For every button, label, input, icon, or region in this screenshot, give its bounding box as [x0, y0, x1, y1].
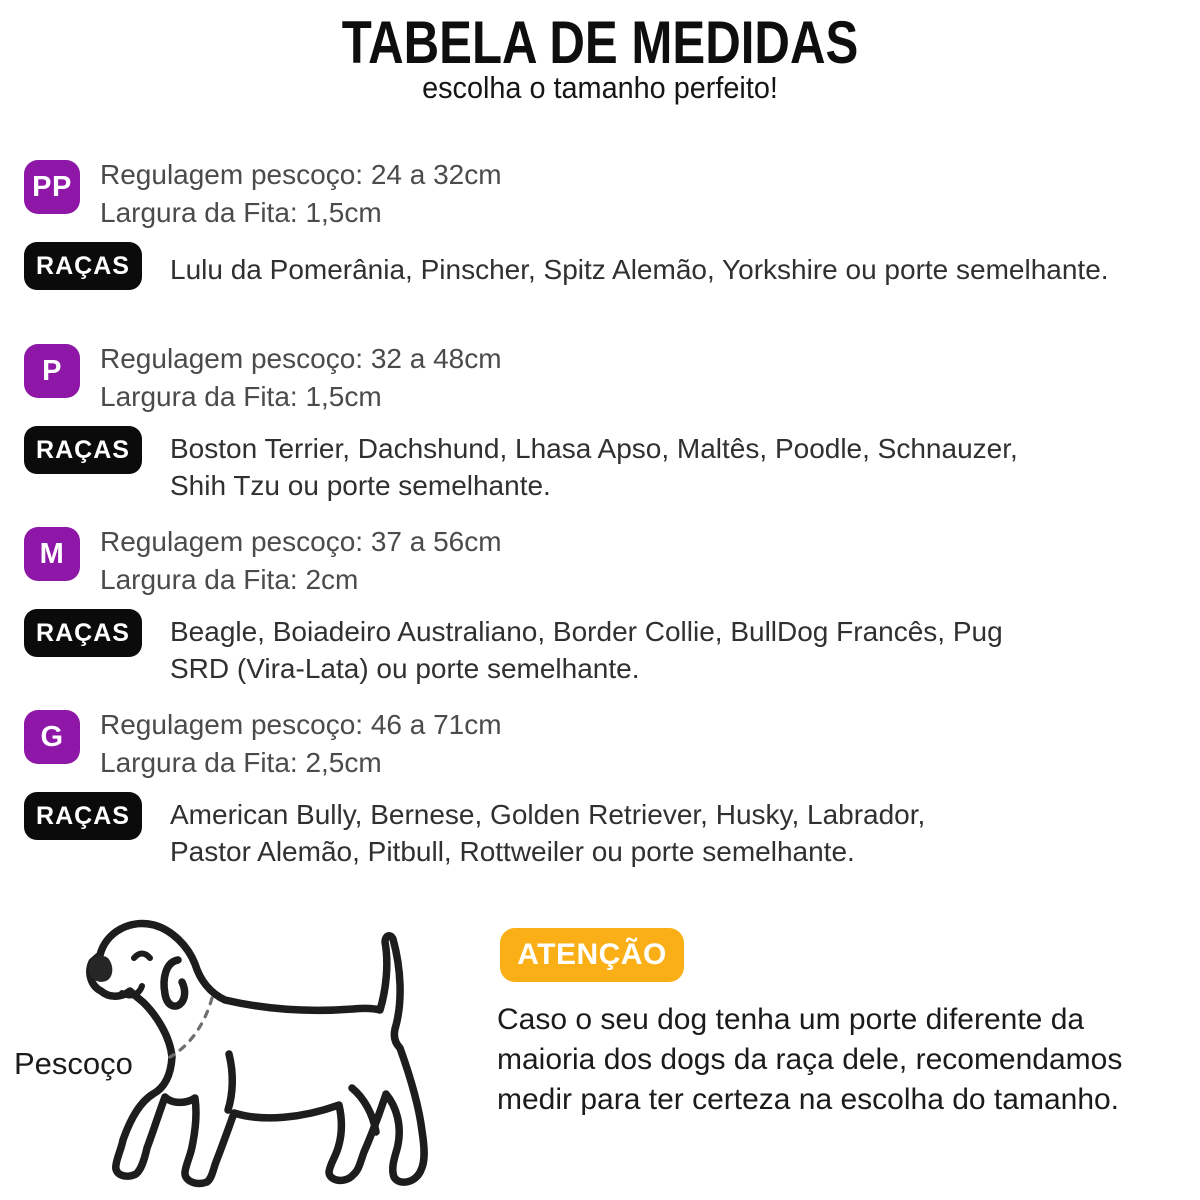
attention-badge: ATENÇÃO: [500, 928, 684, 982]
attention-note-line: medir para ter certeza na escolha do tamanho.: [497, 1083, 1120, 1116]
size-badge-g: G: [24, 710, 80, 764]
size-section-pp: [24, 160, 1184, 330]
breeds-list-line: SRD (Vira-Lata) ou porte semelhante.: [170, 653, 640, 684]
page-title: TABELA DE MEDIDAS: [341, 9, 859, 76]
breeds-badge: RAÇAS: [24, 242, 142, 290]
dog-leg-line: [228, 1054, 232, 1110]
neck-measurement: Regulagem pescoço: 37 a 56cm: [100, 526, 502, 557]
neck-measurement: Regulagem pescoço: 32 a 48cm: [100, 343, 502, 374]
neck-measurement: Regulagem pescoço: 24 a 32cm: [100, 159, 502, 190]
dog-ear: [164, 960, 185, 1006]
size-section-g: [24, 710, 1184, 880]
breeds-badge: RAÇAS: [24, 609, 142, 657]
page-subtitle: escolha o tamanho perfeito!: [422, 70, 778, 105]
strap-width: Largura da Fita: 1,5cm: [100, 381, 382, 412]
attention-note: [497, 1000, 1122, 1120]
breeds-list-line: Beagle, Boiadeiro Australiano, Border Collie, BullDog Francês, Pug: [170, 616, 1003, 647]
strap-width: Largura da Fita: 2cm: [100, 564, 359, 595]
neck-measurement: Regulagem pescoço: 46 a 71cm: [100, 709, 502, 740]
attention-note-line: maioria dos dogs da raça dele, recomendamos: [497, 1043, 1123, 1076]
size-badge-pp: PP: [24, 160, 80, 214]
breeds-badge: RAÇAS: [24, 426, 142, 474]
breeds-list-line: Shih Tzu ou porte semelhante.: [170, 470, 551, 501]
dog-outline: [90, 924, 424, 1184]
breeds-badge: RAÇAS: [24, 792, 142, 840]
breeds-list-line: Boston Terrier, Dachshund, Lhasa Apso, Maltês, Poodle, Schnauzer,: [170, 433, 1018, 464]
dog-haunch-line: [352, 1088, 376, 1132]
breeds-list-line: Pastor Alemão, Pitbull, Rottweiler ou porte semelhante.: [170, 836, 855, 867]
size-badge-p: P: [24, 344, 80, 398]
size-section-m: [24, 527, 1184, 697]
dog-eye-icon: [134, 954, 150, 959]
strap-width: Largura da Fita: 2,5cm: [100, 747, 382, 778]
breeds-list-line: American Bully, Bernese, Golden Retriever, Husky, Labrador,: [170, 799, 926, 830]
neck-label: Pescoço: [14, 1046, 133, 1081]
breeds-list-line: Lulu da Pomerânia, Pinscher, Spitz Alemão, Yorkshire ou porte semelhante.: [170, 254, 1109, 285]
size-section-p: [24, 344, 1184, 514]
attention-note-line: Caso o seu dog tenha um porte diferente da: [497, 1003, 1085, 1036]
size-badge-m: M: [24, 527, 80, 581]
strap-width: Largura da Fita: 1,5cm: [100, 197, 382, 228]
